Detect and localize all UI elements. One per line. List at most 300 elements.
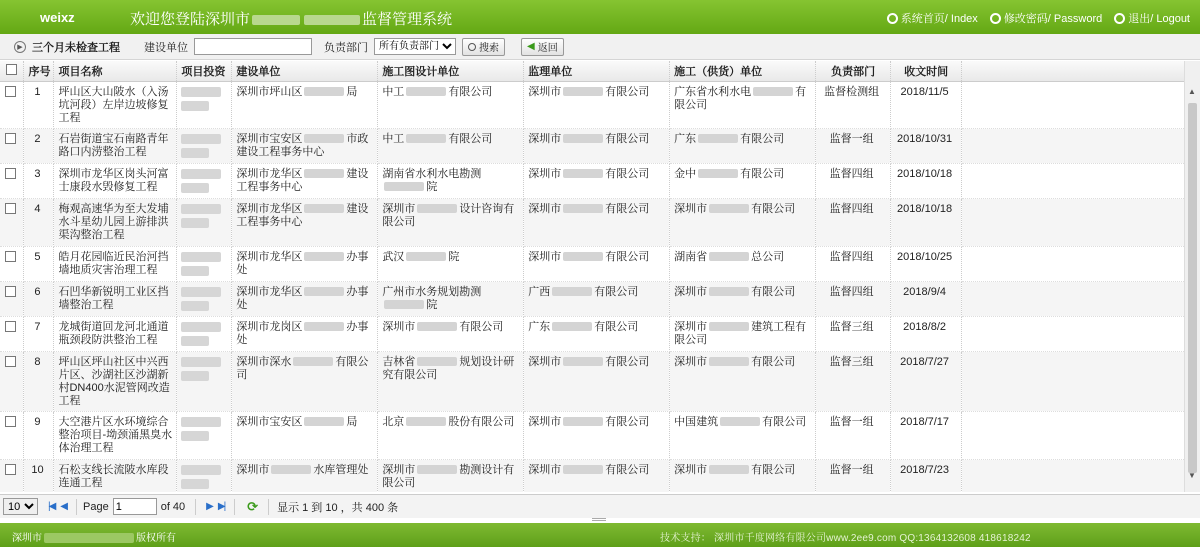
nav-home-link[interactable]	[887, 10, 978, 26]
prev-page-icon[interactable]: ◀	[60, 501, 66, 512]
header-nav	[887, 10, 1190, 26]
column-supervisor[interactable]: 监理单位	[524, 61, 670, 81]
redacted-text	[709, 322, 749, 331]
column-date[interactable]: 收文时间	[891, 61, 962, 81]
redacted-text	[304, 417, 344, 426]
cell-supervisor	[524, 351, 670, 411]
row-select-cell[interactable]	[0, 281, 24, 316]
pager-separator	[234, 499, 235, 515]
cell-seq: 6	[24, 281, 54, 316]
table-row[interactable]	[0, 351, 1200, 411]
cell-construction-text-2: 有限公司	[751, 355, 796, 368]
cell-supervisor-text: 深圳市	[528, 132, 562, 145]
redacted-text	[563, 465, 603, 474]
table-row[interactable]	[0, 281, 1200, 316]
cell-supervisor-text: 深圳市	[528, 167, 562, 180]
redacted-text	[181, 336, 209, 346]
cell-design	[378, 246, 524, 281]
cell-spacer	[962, 128, 1200, 163]
cell-supervisor-text-2: 有限公司	[605, 85, 650, 98]
cell-design-text: 中工	[382, 132, 405, 145]
cell-construction-text: 广东省水利水电	[674, 85, 752, 98]
table-row[interactable]	[0, 459, 1200, 492]
cell-investment	[177, 411, 232, 459]
cell-name: 梅观高速华为至大发埔水斗星幼儿园上游排洪渠沟整治工程	[54, 198, 177, 246]
cell-construction	[670, 351, 816, 411]
cell-design	[378, 351, 524, 411]
cell-builder	[232, 246, 378, 281]
redacted-text	[563, 357, 603, 366]
redacted-text	[709, 357, 749, 366]
cell-supervisor	[524, 411, 670, 459]
cell-construction-text-2: 有限公司	[762, 415, 807, 428]
cell-seq: 3	[24, 163, 54, 198]
redacted-text	[406, 87, 446, 96]
cell-design-text: 广州市水务规划勘测	[382, 285, 482, 298]
cell-seq: 9	[24, 411, 54, 459]
welcome-title	[130, 8, 452, 29]
redacted-text	[181, 169, 221, 179]
cell-supervisor-text-2: 有限公司	[605, 250, 650, 263]
cell-construction-text: 广东	[674, 132, 697, 145]
redacted-text	[181, 322, 221, 332]
cell-construction	[670, 411, 816, 459]
redacted-text	[304, 87, 344, 96]
cell-supervisor-text: 深圳市	[528, 463, 562, 476]
cell-dept: 监督四组	[816, 281, 891, 316]
cell-construction	[670, 281, 816, 316]
table-row[interactable]	[0, 128, 1200, 163]
cell-name: 深圳市龙华区岗头河富士康段水毁修复工程	[54, 163, 177, 198]
row-checkbox[interactable]	[5, 251, 16, 262]
column-name[interactable]: 项目名称	[54, 61, 177, 81]
cell-dept: 监督一组	[816, 128, 891, 163]
page-size-select[interactable]	[3, 498, 38, 515]
cell-builder	[232, 163, 378, 198]
redacted-text	[552, 322, 592, 331]
redacted-text	[698, 169, 738, 178]
cell-design	[378, 459, 524, 492]
redacted-text	[552, 287, 592, 296]
redacted-text	[753, 87, 793, 96]
cell-dept: 监督一组	[816, 459, 891, 492]
cell-supervisor-text-2: 有限公司	[605, 463, 650, 476]
cell-investment	[177, 128, 232, 163]
cell-date: 2018/8/2	[891, 316, 962, 351]
cell-spacer	[962, 411, 1200, 459]
select-all-cell[interactable]	[0, 61, 24, 81]
redacted-text	[720, 417, 760, 426]
row-checkbox[interactable]	[5, 321, 16, 332]
cell-builder	[232, 459, 378, 492]
cell-builder-text-2: 办事处	[236, 285, 369, 311]
cell-name: 石松支线长流陂水库段连通工程	[54, 459, 177, 492]
page-label: Page	[83, 500, 109, 513]
redacted-text	[181, 357, 221, 367]
redacted-text	[304, 252, 344, 261]
row-checkbox[interactable]	[5, 356, 16, 367]
cell-investment	[177, 198, 232, 246]
next-page-icon[interactable]: ▶	[206, 501, 212, 512]
cell-builder-text-2: 局	[346, 85, 358, 98]
cell-construction-text-2: 有限公司	[740, 132, 785, 145]
dept-filter-select[interactable]	[374, 38, 456, 55]
row-select-cell[interactable]	[0, 81, 24, 128]
cell-construction-text: 湖南省	[674, 250, 708, 263]
scroll-up-icon[interactable]: ▲	[1188, 87, 1196, 96]
redacted-text	[181, 101, 209, 111]
cell-date: 2018/7/27	[891, 351, 962, 411]
redacted-text	[698, 134, 738, 143]
redacted-text	[384, 182, 424, 191]
cell-seq: 10	[24, 459, 54, 492]
cell-spacer	[962, 351, 1200, 411]
cell-seq: 7	[24, 316, 54, 351]
row-checkbox[interactable]	[5, 168, 16, 179]
column-construction[interactable]: 施工（供货）单位	[670, 61, 816, 81]
cell-construction-text-2: 有限公司	[751, 463, 796, 476]
cell-construction-text: 金中	[674, 167, 697, 180]
nav-logout-link[interactable]	[1114, 10, 1190, 26]
project-table	[0, 61, 1200, 492]
column-seq[interactable]: 序号	[24, 61, 54, 81]
first-page-icon[interactable]: |◀	[48, 501, 55, 512]
row-select-cell[interactable]	[0, 411, 24, 459]
cell-builder	[232, 411, 378, 459]
table-body	[0, 81, 1200, 492]
cell-builder-text-2: 有限公司	[236, 355, 369, 381]
cell-design-text: 中工	[382, 85, 405, 98]
cell-supervisor-text: 广东	[528, 320, 551, 333]
redacted-text	[563, 204, 603, 213]
redacted-text	[181, 287, 221, 297]
cell-supervisor	[524, 316, 670, 351]
cell-design-text-2: 院	[426, 180, 438, 193]
cell-supervisor-text-2: 有限公司	[594, 285, 639, 298]
redacted-text	[417, 322, 457, 331]
cell-design	[378, 411, 524, 459]
page-count-label: of 40	[160, 500, 186, 513]
cell-dept: 监督三组	[816, 351, 891, 411]
cell-supervisor-text: 深圳市	[528, 415, 562, 428]
cell-supervisor-text-2: 有限公司	[594, 320, 639, 333]
redacted-text	[417, 204, 457, 213]
cell-investment	[177, 281, 232, 316]
cell-dept: 监督三组	[816, 316, 891, 351]
row-checkbox[interactable]	[5, 464, 16, 475]
cell-design-text: 深圳市	[382, 202, 416, 215]
cell-investment	[177, 163, 232, 198]
cell-investment	[177, 246, 232, 281]
redacted-text	[406, 134, 446, 143]
redacted-text	[417, 465, 457, 474]
cell-construction-text-2: 有限公司	[751, 285, 796, 298]
cell-investment	[177, 459, 232, 492]
cell-construction	[670, 163, 816, 198]
redacted-text	[181, 134, 221, 144]
cell-design-text-2: 股份有限公司	[448, 415, 515, 428]
redacted-text	[181, 465, 221, 475]
redacted-text	[709, 204, 749, 213]
cell-builder-text: 深圳市龙华区	[236, 202, 303, 215]
nav-password-link[interactable]	[990, 10, 1102, 26]
cell-construction-text: 深圳市	[674, 355, 708, 368]
row-select-cell[interactable]	[0, 351, 24, 411]
cell-name: 龙城街道回龙河北通道瓶颈段防洪整治工程	[54, 316, 177, 351]
refresh-icon[interactable]: ⟳	[247, 498, 259, 514]
redacted-text	[406, 252, 446, 261]
cell-name: 坪山区坪山社区中兴西片区、沙湖社区沙湖新村DN400水泥管网改造工程	[54, 351, 177, 411]
cell-construction	[670, 81, 816, 128]
redacted-text	[304, 169, 344, 178]
redacted-text	[304, 15, 360, 25]
redacted-text	[181, 252, 221, 262]
cell-name: 坪山区大山陂水（入汤坑河段）左岸边坡修复工程	[54, 81, 177, 128]
last-page-icon[interactable]: ▶|	[217, 501, 225, 512]
redacted-text	[271, 465, 311, 474]
row-checkbox[interactable]	[5, 203, 16, 214]
cell-name: 石凹华新锐明工业区挡墙整治工程	[54, 281, 177, 316]
redacted-text	[181, 87, 221, 97]
redacted-text	[304, 204, 344, 213]
cell-builder-text: 深圳市龙岗区	[236, 320, 303, 333]
cell-builder	[232, 316, 378, 351]
welcome-suffix: 监督管理系统	[362, 11, 453, 28]
cell-date: 2018/10/31	[891, 128, 962, 163]
cell-construction-text-2: 有限公司	[740, 167, 785, 180]
row-select-cell[interactable]	[0, 316, 24, 351]
cell-design	[378, 128, 524, 163]
cell-builder	[232, 351, 378, 411]
redacted-text	[181, 183, 209, 193]
cell-date: 2018/10/25	[891, 246, 962, 281]
cell-dept: 监督四组	[816, 246, 891, 281]
row-checkbox[interactable]	[5, 86, 16, 97]
row-select-cell[interactable]	[0, 128, 24, 163]
cell-design-text-2: 院	[448, 250, 460, 263]
redacted-text	[709, 252, 749, 261]
cell-date: 2018/10/18	[891, 163, 962, 198]
cell-supervisor-text: 深圳市	[528, 250, 562, 263]
cell-investment	[177, 81, 232, 128]
dept-filter-label: 负责部门	[324, 41, 368, 54]
cell-builder-text: 深圳市龙华区	[236, 167, 303, 180]
redacted-text	[181, 301, 209, 311]
cell-design-text-2: 有限公司	[448, 132, 493, 145]
cell-construction-text: 深圳市	[674, 463, 708, 476]
app-header	[0, 0, 1200, 34]
redacted-text	[563, 252, 603, 261]
cell-design-text-2: 设计咨询有限公司	[382, 202, 515, 228]
cell-builder	[232, 281, 378, 316]
redacted-text	[181, 479, 209, 489]
row-checkbox[interactable]	[5, 133, 16, 144]
row-select-cell[interactable]	[0, 198, 24, 246]
cell-construction-text: 深圳市	[674, 202, 708, 215]
redacted-text	[417, 357, 457, 366]
pager-separator	[268, 499, 269, 515]
gear-icon	[990, 13, 1001, 24]
nav-home-label: 系统首页/ Index	[900, 13, 978, 25]
column-design[interactable]: 施工图设计单位	[378, 61, 524, 81]
cell-supervisor-text: 深圳市	[528, 202, 562, 215]
cell-date: 2018/10/18	[891, 198, 962, 246]
cell-builder-text: 深圳市深水	[236, 355, 292, 368]
redacted-text	[563, 134, 603, 143]
column-investment[interactable]: 项目投资	[177, 61, 232, 81]
cell-name: 大空港片区水环境综合整治项目-坳颈涌黑臭水体治理工程	[54, 411, 177, 459]
cell-builder-text: 深圳市宝安区	[236, 415, 303, 428]
cell-design	[378, 316, 524, 351]
cell-design-text: 武汉	[382, 250, 405, 263]
cell-builder-text-2: 建设工程事务中心	[236, 202, 369, 228]
table-row[interactable]	[0, 81, 1200, 128]
copyright	[12, 529, 176, 544]
cell-design-text: 吉林省	[382, 355, 416, 368]
cell-seq: 8	[24, 351, 54, 411]
pager-info: 显示 1 到 10 ，共 400 条	[277, 501, 399, 514]
cell-seq: 5	[24, 246, 54, 281]
select-all-checkbox[interactable]	[6, 64, 17, 75]
cell-construction	[670, 198, 816, 246]
cell-supervisor-text-2: 有限公司	[605, 202, 650, 215]
redacted-text	[304, 134, 344, 143]
redacted-text	[181, 431, 209, 441]
cell-construction-text-2: 建筑工程有限公司	[674, 320, 807, 346]
redacted-text	[181, 218, 209, 228]
cell-builder-text-2: 办事处	[236, 320, 369, 346]
cell-design-text-2: 有限公司	[459, 320, 504, 333]
chevron-right-icon: ▶	[14, 41, 26, 53]
cell-design	[378, 163, 524, 198]
cell-design-text: 深圳市	[382, 320, 416, 333]
cell-spacer	[962, 281, 1200, 316]
panel-title: 三个月未检查工程	[32, 41, 120, 54]
cell-design-text: 北京	[382, 415, 405, 428]
pagination-bar	[0, 494, 1200, 518]
redacted-text	[293, 357, 333, 366]
cell-builder-text: 深圳市	[236, 463, 270, 476]
redacted-text	[181, 148, 209, 158]
app-footer	[0, 523, 1200, 547]
cell-construction	[670, 316, 816, 351]
resize-grip[interactable]	[592, 518, 606, 521]
cell-dept: 监督一组	[816, 411, 891, 459]
copyright-suffix: 版权所有	[136, 533, 176, 544]
cell-construction-text-2: 有限公司	[674, 85, 807, 111]
row-checkbox[interactable]	[5, 286, 16, 297]
cell-supervisor	[524, 459, 670, 492]
table-row[interactable]	[0, 316, 1200, 351]
builder-filter-label: 建设单位	[144, 41, 188, 54]
row-select-cell[interactable]	[0, 459, 24, 492]
table-row[interactable]	[0, 246, 1200, 281]
cell-design-text: 湖南省水利水电勘测	[382, 167, 482, 180]
globe-icon	[887, 13, 898, 24]
cell-builder-text: 深圳市坪山区	[236, 85, 303, 98]
row-select-cell[interactable]	[0, 163, 24, 198]
cell-builder-text-2: 办事处	[236, 250, 369, 276]
table-row[interactable]	[0, 198, 1200, 246]
cell-spacer	[962, 459, 1200, 492]
table-row[interactable]	[0, 411, 1200, 459]
redacted-text	[252, 15, 300, 25]
back-button-label: 返回	[537, 43, 558, 54]
cell-date: 2018/9/4	[891, 281, 962, 316]
cell-dept: 监督四组	[816, 198, 891, 246]
filter-toolbar	[0, 34, 1200, 60]
table-row[interactable]	[0, 163, 1200, 198]
cell-dept: 监督检测组	[816, 81, 891, 128]
scroll-down-icon[interactable]: ▼	[1188, 471, 1196, 480]
builder-filter-input[interactable]	[194, 38, 312, 55]
cell-supervisor-text-2: 有限公司	[605, 167, 650, 180]
cell-builder-text-2: 市政建设工程事务中心	[236, 132, 369, 158]
copyright-prefix: 深圳市	[12, 533, 42, 544]
search-button[interactable]	[462, 38, 505, 56]
scroll-thumb[interactable]	[1188, 103, 1197, 473]
redacted-text	[563, 87, 603, 96]
page-number-input[interactable]	[113, 498, 157, 515]
cell-construction-text: 中国建筑	[674, 415, 719, 428]
back-button[interactable]	[521, 38, 564, 56]
column-builder[interactable]: 建设单位	[232, 61, 378, 81]
search-button-label: 搜索	[479, 43, 499, 54]
power-icon	[1114, 13, 1125, 24]
redacted-text	[181, 417, 221, 427]
project-grid	[0, 61, 1200, 492]
column-dept[interactable]: 负责部门	[816, 61, 891, 81]
cell-dept: 监督四组	[816, 163, 891, 198]
cell-construction-text: 深圳市	[674, 320, 708, 333]
cell-name: 石岩街道宝石南路青年路口内涝整治工程	[54, 128, 177, 163]
cell-supervisor	[524, 81, 670, 128]
redacted-text	[406, 417, 446, 426]
cell-construction-text-2: 总公司	[751, 250, 785, 263]
redacted-text	[44, 533, 134, 543]
row-checkbox[interactable]	[5, 416, 16, 427]
row-select-cell[interactable]	[0, 246, 24, 281]
cell-seq: 4	[24, 198, 54, 246]
vertical-scrollbar[interactable]	[1184, 61, 1200, 492]
cell-builder	[232, 198, 378, 246]
pager-separator	[195, 499, 196, 515]
redacted-text	[181, 204, 221, 214]
cell-design-text-2: 规划设计研究有限公司	[382, 355, 515, 381]
cell-spacer	[962, 246, 1200, 281]
cell-construction	[670, 128, 816, 163]
cell-supervisor-text: 深圳市	[528, 85, 562, 98]
logo: weixz	[40, 10, 75, 25]
redacted-text	[181, 371, 209, 381]
cell-design-text-2: 勘测设计有限公司	[382, 463, 515, 489]
cell-supervisor	[524, 198, 670, 246]
search-icon	[468, 43, 476, 51]
cell-spacer	[962, 163, 1200, 198]
cell-investment	[177, 316, 232, 351]
cell-builder-text: 深圳市龙华区	[236, 250, 303, 263]
cell-supervisor-text: 广西	[528, 285, 551, 298]
redacted-text	[304, 287, 344, 296]
cell-supervisor-text: 深圳市	[528, 355, 562, 368]
redacted-text	[304, 322, 344, 331]
cell-construction	[670, 459, 816, 492]
cell-date: 2018/11/5	[891, 81, 962, 128]
cell-builder	[232, 81, 378, 128]
cell-design	[378, 281, 524, 316]
cell-builder-text-2: 建设工程事务中心	[236, 167, 369, 193]
cell-supervisor	[524, 128, 670, 163]
